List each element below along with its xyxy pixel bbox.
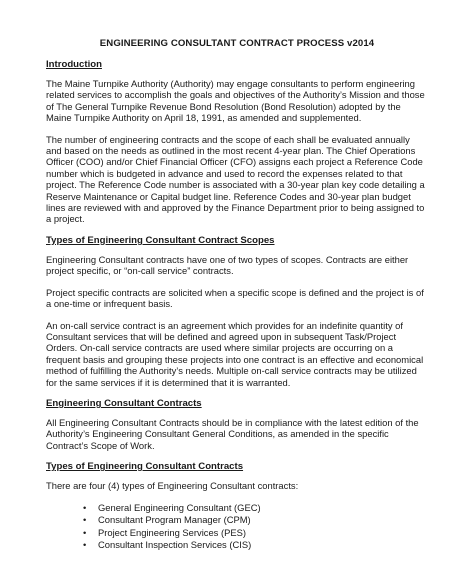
bullet-icon: •	[83, 514, 87, 526]
list-item	[83, 539, 428, 552]
list-item-label: General Engineering Consultant (GEC)	[98, 501, 261, 513]
list-item	[83, 527, 428, 540]
paragraph: An on-call service contract is an agreement which provides for an indefinite quantity of Consultant services that will be defined and agreed upon in subsequent Task/Project Orders. On-call service contracts are used where similar projects are occurring on a frequent basis and grouping these projects into one contract is an effective and economical method of fulfilling the Authority’s needs. Multiple on-call service contracts may be utilized for the same services if it is determined that it is warranted.	[46, 319, 424, 388]
bullet-icon: •	[83, 501, 87, 513]
paragraph: Project specific contracts are solicited when a specific scope is defined and the project is of a one-time or infrequent basis.	[46, 286, 424, 310]
paragraph: The Maine Turnpike Authority (Authority) may engage consultants to perform engineering related services to accomplish the goals and objectives of the Authority’s Mission and those of The General Turnpike Revenue Bond Resolution (Bond Resolution) adopted by the Maine Turnpike Authority on April 18, 1991, as amended and supplemented.	[46, 78, 425, 124]
list-item-label: Consultant Program Manager (CPM)	[98, 514, 251, 526]
paragraph: All Engineering Consultant Contracts should be in compliance with the latest edition of the Authority’s Engineering Consultant General Conditions, as amended in the specific Contract’s Scope of Work.	[46, 416, 419, 451]
section-heading-introduction: Introduction	[46, 59, 102, 70]
document-title: ENGINEERING CONSULTANT CONTRACT PROCESS v2014	[99, 38, 375, 49]
list-item-label: Project Engineering Services (PES)	[98, 526, 246, 538]
bullet-icon: •	[83, 526, 87, 538]
paragraph: Engineering Consultant contracts have one of two types of scopes. Contracts are either project specific, or “on-call service” contracts.	[46, 253, 409, 277]
section-heading-contract-types: Types of Engineering Consultant Contracts	[46, 461, 244, 473]
section-heading-consultant-contracts: Engineering Consultant Contracts	[46, 397, 202, 409]
list-item	[83, 502, 428, 515]
section-heading-contract-scopes: Types of Engineering Consultant Contract Scopes	[46, 234, 275, 246]
list-item-label: Consultant Inspection Services (CIS)	[98, 539, 252, 551]
bullet-icon: •	[83, 539, 87, 551]
list-item	[83, 514, 428, 527]
paragraph: The number of engineering contracts and the scope of each shall be evaluated annually and based on the needs as outlined in the most recent 4-year plan. The Chief Operations Officer (COO) and/or Chief Financial Officer (CFO) assigns each project a Reference Code number which is budgeted in advance and used to record the expenses related to that project. The Reference Code number is associated with a 30-year plan key code detailing a Reserve Maintenance or Capital budget line. Reference Codes and 30-year plan budget lines are reviewed with and approved by the Finance Department prior to being assigned to a project.	[46, 133, 425, 225]
contract-types-list	[46, 502, 428, 552]
paragraph: There are four (4) types of Engineering Consultant contracts:	[46, 480, 299, 492]
